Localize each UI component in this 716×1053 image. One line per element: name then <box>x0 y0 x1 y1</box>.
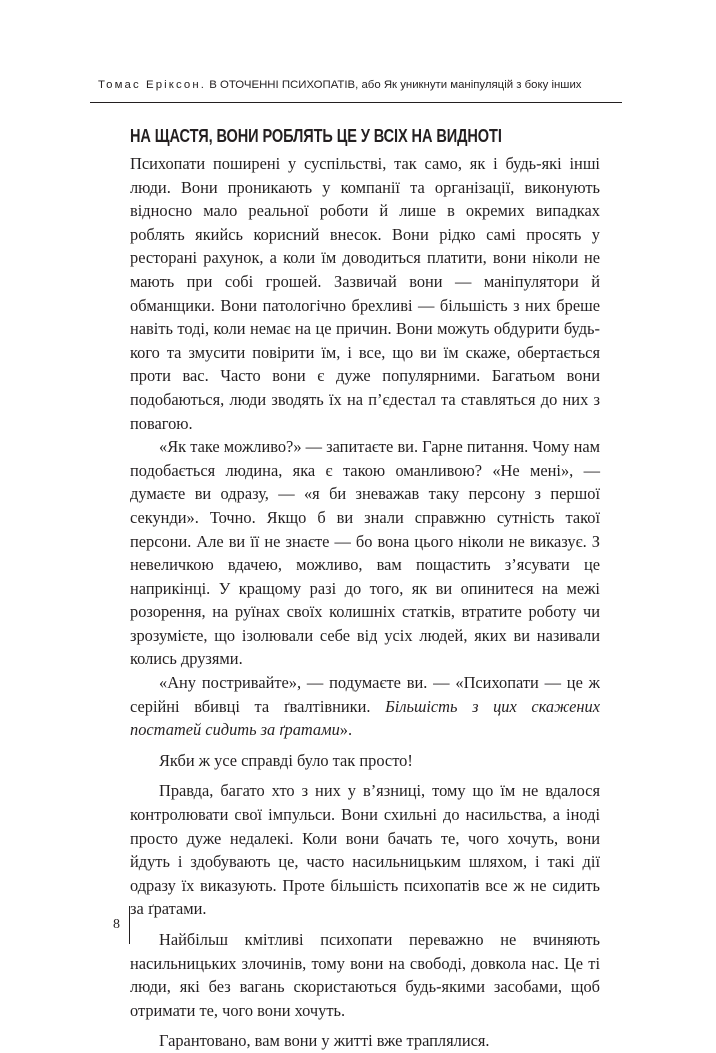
running-header <box>98 78 618 92</box>
paragraph-3 <box>130 671 600 742</box>
paragraph-3-lead: «Ану постривайте», — подумаєте ви. — «Психопати — це ж серійні вбивці та ґвалтівники. <box>130 673 600 716</box>
paragraph-2: «Як таке можливо?» — запитаєте ви. Гарне питання. Чому нам подобається людина, яка є такою оманливою? «Не мені», — думаєте ви одразу, — «я би зневажав таку персону з першої секунди». Точно. Якщо б ви знали справжню сутність такої персони. Але ви її не знаєте — бо вона цього ніколи не виказує. З невеличкою вдачею, можливо, вам пощастить з’ясувати це наприкінці. У кращому разі до того, як ви опинитеся на межі розорення, на руїнах своїх колишніх статків, втратите роботу чи зрозумієте, що ізолювали себе від усіх людей, яких ви називали колись друзями. <box>130 437 600 669</box>
page-number-rule <box>129 906 130 944</box>
paragraph-3-italic: Більшість з цих скажених постатей сидить за ґратами <box>130 696 600 740</box>
header-rule <box>90 102 622 103</box>
header-author: Томас Еріксон. <box>98 79 207 91</box>
paragraph-3-tail: ». <box>339 720 353 740</box>
paragraph-1: Психопати поширені у суспільстві, так само, як і будь-які інші люди. Вони проникають у компанії та організації, виконують відносно мало реальної роботи й лише в окремих випадках роблять якийсь корисний внесок. Вони рідко самі просять у ресторані рахунок, а коли їм доводиться платити, вони ніколи не мають при собі грошей. Зазвичай вони — маніпулятори й обманщики. Вони патологічно брехливі — більшість з них бреше навіть тоді, коли немає на це причин. Вони можуть обдурити будь-кого та змусити повірити їм, і все, що ви їм скаже, обертається проти вас. Часто вони є дуже популярними. Багатьом вони подобаються, люди зводять їх на п’єдестал та ставляться до них з повагою. <box>130 154 600 433</box>
page-number: 8 <box>113 917 120 932</box>
section-heading: НА ЩАСТЯ, ВОНИ РОБЛЯТЬ ЦЕ У ВСІХ НА ВИДНОТІ <box>130 125 502 146</box>
paragraph-6: Найбільш кмітливі психопати переважно не вчиняють насильницьких злочинів, тому вони на свободі, довкола нас. Це ті люди, які без вагань скористаються будь-якими засобами, щоб отримати те, чого вони хочуть. <box>130 930 600 1020</box>
paragraph-7: Гарантовано, вам вони у житті вже траплялися. <box>159 1031 490 1051</box>
header-book-title: В ОТОЧЕННІ ПСИХОПАТІВ, або Як уникнути маніпуляцій з боку інших <box>209 79 582 91</box>
paragraph-4: Якби ж усе справді було так просто! <box>159 750 413 770</box>
paragraph-5: Правда, багато хто з них у в’язниці, тому що їм не вдалося контролювати свої імпульси. Вони схильні до насильства, а іноді просто дуже недалекі. Коли вони бачать те, чого хочуть, вони йдуть і здобувають це, часто насильницьким шляхом, і такі дії одразу їх виказують. Проте більшість психопатів все ж не сидить за ґратами. <box>130 781 600 919</box>
body-text <box>130 152 600 1053</box>
